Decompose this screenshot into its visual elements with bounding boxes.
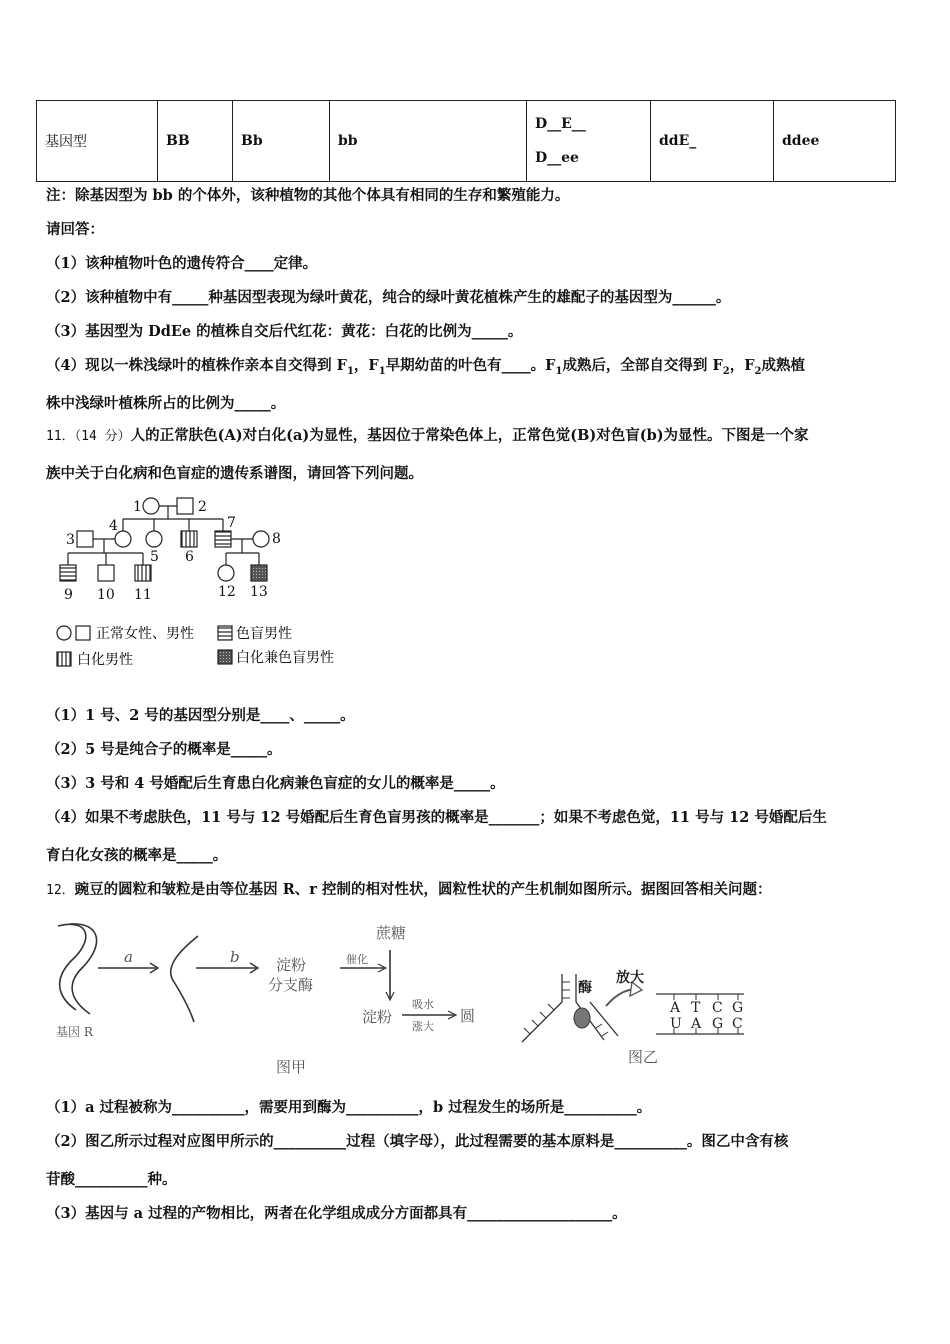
q12-part3: （3）基因与 a 过程的产物相比，两者在化学组成成分方面都具有____________________。: [46, 1205, 627, 1222]
table-cell-ddee: ddee: [774, 101, 896, 182]
pedigree-label-11: 11: [134, 587, 152, 603]
q11-part3: （3）3 号和 4 号婚配后生育患白化病兼色盲症的女儿的概率是_____。: [46, 775, 505, 792]
legend-albino: 白化男性: [77, 652, 133, 668]
round-label: 圆: [460, 1007, 476, 1025]
individual-5: [146, 531, 162, 547]
zoom-label: 放大: [616, 970, 644, 986]
figure-a-caption: 图甲: [276, 1058, 307, 1076]
table-header-genotype: 基因型: [37, 101, 158, 182]
individual-3: [77, 531, 93, 547]
q11-part2: （2）5 号是纯合子的概率是_____。: [46, 741, 282, 758]
table-cell-bb-hetero: Bb: [233, 101, 330, 182]
base-top-2: T: [691, 1000, 701, 1016]
legend-colorblind: 色盲男性: [236, 626, 292, 642]
enzyme-icon: [574, 1008, 590, 1028]
table-note: 注：除基因型为 bb 的个体外，该种植物的其他个体具有相同的生存和繁殖能力。: [46, 187, 570, 204]
individual-13: [251, 565, 267, 581]
pedigree-label-9: 9: [64, 587, 73, 603]
figure-b-caption: 图乙: [628, 1048, 659, 1066]
q11-part4-line2: 育白化女孩的概率是_____。: [46, 847, 228, 864]
individual-11: [135, 565, 151, 581]
legend-normal: 正常女性、男性: [96, 626, 194, 642]
legend-both: 白化兼色盲男性: [236, 650, 334, 666]
enzyme-label: 酶: [578, 980, 592, 996]
pedigree-label-13: 13: [250, 584, 268, 600]
base-bottom-1: U: [670, 1016, 682, 1032]
base-bottom-2: A: [691, 1016, 702, 1032]
enzyme-line1: 淀粉: [276, 956, 307, 974]
pedigree-label-6: 6: [185, 549, 194, 565]
q10-part3: （3）基因型为 DdEe 的植株自交后代红花：黄花：白花的比例为_____。: [46, 323, 523, 340]
individual-6: [181, 531, 197, 547]
starch-label: 淀粉: [362, 1008, 393, 1026]
genotype-table: [36, 100, 896, 182]
q12-number: 12．: [46, 883, 75, 898]
individual-1: [143, 498, 159, 514]
gene-r-strand-1: [58, 924, 86, 1010]
sucrose-label: 蔗糖: [376, 924, 407, 942]
q12-part2-line2: 苷酸__________种。: [46, 1171, 177, 1188]
pedigree-label-3: 3: [66, 532, 75, 548]
table-cell-d-genotypes: [527, 101, 651, 182]
legend-albino-icon: [57, 652, 71, 666]
q11-number: 11．: [46, 429, 75, 444]
pedigree-label-5: 5: [150, 549, 159, 565]
pedigree-label-8: 8: [272, 531, 281, 547]
q11-score: （14 分）: [74, 429, 131, 444]
cell-de-2: D__ee: [535, 150, 579, 166]
pedigree-label-4: 4: [109, 518, 118, 534]
q10-part2: （2）该种植物中有_____种基因型表现为绿叶黄花，纯合的绿叶黄花植株产生的雄配子的基因型为______。: [46, 289, 731, 306]
pedigree-label-12: 12: [218, 584, 236, 600]
figure-b: [518, 966, 758, 1078]
catalyze-label: 催化: [346, 953, 368, 966]
legend-both-icon: [218, 650, 232, 664]
individual-10: [98, 565, 114, 581]
q12-intro: 12．豌豆的圆粒和皱粒是由等位基因 R、r 控制的相对性状，圆粒性状的产生机制如图所示。据图回答相关问题：: [46, 881, 772, 898]
base-top-4: G: [732, 1000, 744, 1016]
q10-part1: （1）该种植物叶色的遗传符合____定律。: [46, 255, 318, 272]
pedigree-label-7: 7: [227, 515, 236, 531]
legend-normal-female-icon: [57, 626, 71, 640]
q11-intro-line2: 族中关于白化病和色盲症的遗传系谱图，请回答下列问题。: [46, 465, 423, 482]
answer-prompt: 请回答：: [46, 221, 104, 238]
legend-normal-male-icon: [76, 626, 90, 640]
gene-r-strand-2: [70, 924, 97, 1014]
individual-2: [177, 498, 193, 514]
mrna-strand: [171, 936, 198, 1022]
base-bottom-4: C: [732, 1016, 743, 1032]
cell-de-1: D__E__: [535, 116, 586, 132]
base-top-1: A: [670, 1000, 681, 1016]
q11-part1: （1）1 号、2 号的基因型分别是____、_____。: [46, 707, 355, 724]
enzyme-line2: 分支酶: [268, 976, 314, 994]
absorb-label: 吸水: [412, 998, 434, 1011]
swell-label: 涨大: [412, 1020, 434, 1033]
figure-a: [50, 918, 490, 1080]
pedigree-chart: [40, 490, 380, 680]
table-cell-dde: ddE_: [651, 101, 774, 182]
q11-intro-line1: 11．（14 分）人的正常肤色(A)对白化(a)为显性，基因位于常染色体上，正常色觉(B)对色盲(b)为显性。下图是一个家: [46, 427, 809, 444]
q11-part4-line1: （4）如果不考虑肤色，11 号与 12 号婚配后生育色盲男孩的概率是_______；如果不考虑色觉，11 号与 12 号婚配后生: [46, 809, 827, 826]
individual-9: [60, 565, 76, 581]
individual-12: [218, 565, 234, 581]
q12-part2-line1: （2）图乙所示过程对应图甲所示的__________过程（填字母），此过程需要的基本原料是__________。图乙中含有核: [46, 1133, 789, 1150]
legend-colorblind-icon: [218, 626, 232, 640]
q12-part1: （1）a 过程被称为__________，需要用到酶为__________，b 过程发生的场所是__________。: [46, 1099, 652, 1116]
table-cell-bb-dominant: BB: [158, 101, 233, 182]
table-cell-bb-recessive: bb: [330, 101, 527, 182]
q10-part4-line2: 株中浅绿叶植株所占的比例为_____。: [46, 395, 286, 412]
gene-r-label: 基因 R: [56, 1025, 93, 1039]
q10-part4-line1: （4）现以一株浅绿叶的植株作亲本自交得到 $F_1$，$F_1$早期幼苗的叶色有____。$F_1$成熟后，全部自交得到 $F_2$，$F_2$成熟植: [46, 357, 806, 377]
base-bottom-3: G: [712, 1016, 724, 1032]
arrow-a-label: a: [124, 948, 133, 966]
individual-7: [215, 531, 231, 547]
arrow-b-label: b: [230, 948, 240, 966]
pedigree-label-10: 10: [97, 587, 115, 603]
pedigree-label-1: 1: [133, 499, 142, 515]
individual-8: [253, 531, 269, 547]
base-top-3: C: [712, 1000, 723, 1016]
pedigree-label-2: 2: [198, 499, 207, 515]
